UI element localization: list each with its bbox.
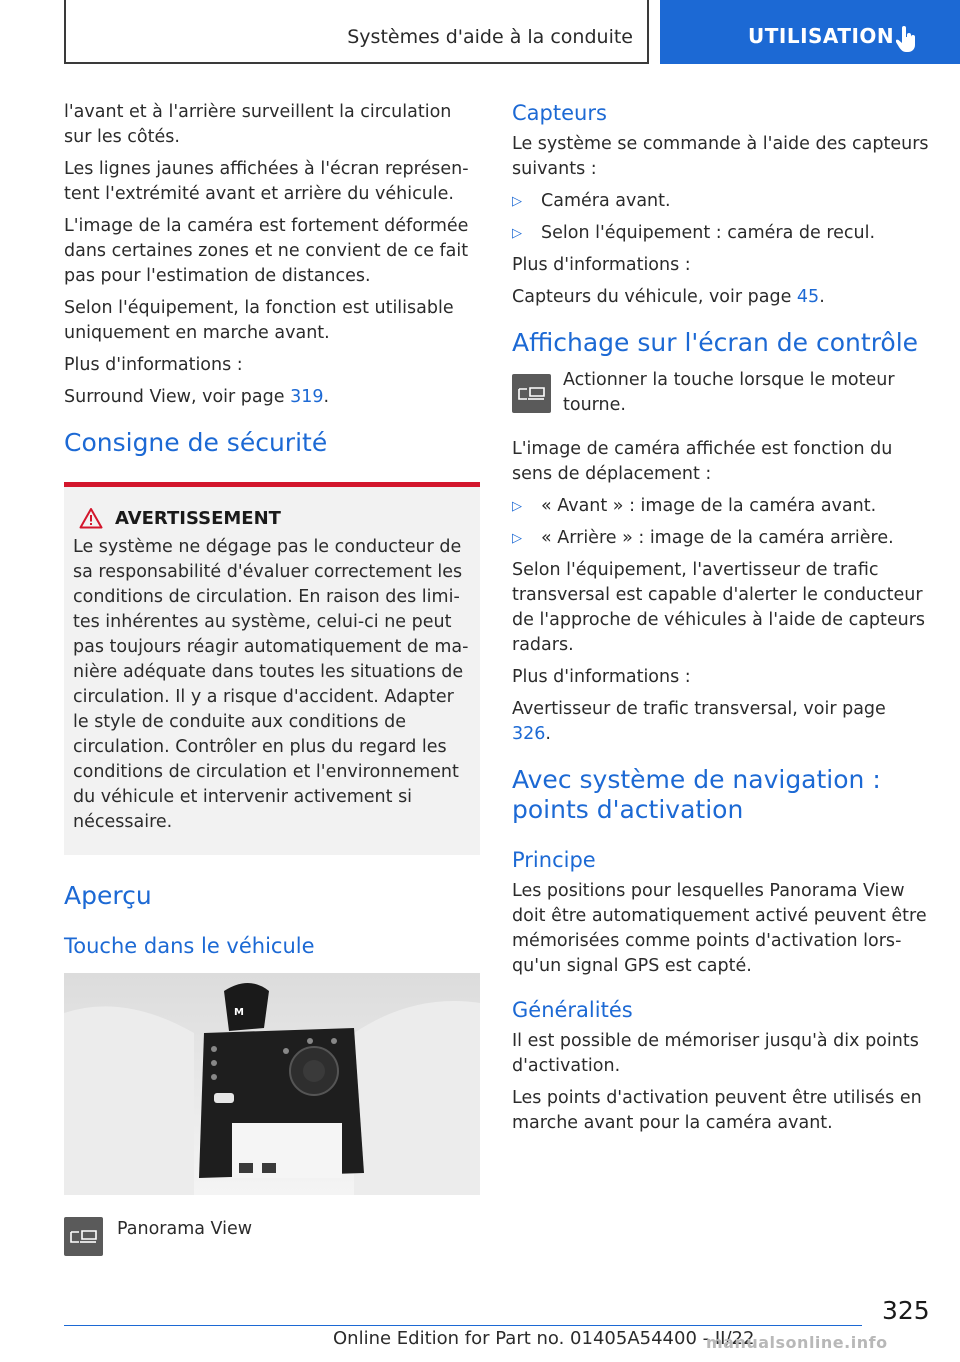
footer-divider <box>64 1325 862 1326</box>
panorama-view-button-row <box>64 1217 480 1256</box>
safety-heading: Consigne de sécurité <box>64 428 328 457</box>
sensors-heading: Capteurs <box>512 101 607 125</box>
page-link[interactable]: 326 <box>512 724 546 744</box>
list-item-text: « Arrière » : image de la caméra arrière. <box>541 528 894 548</box>
page-link[interactable]: 45 <box>796 287 820 307</box>
cross-reference-text: Avertisseur de trafic transversal, voir page <box>512 699 886 719</box>
warning-text: Le système ne dégage pas le conducteur de sa responsabilité d'évaluer correctement les conditions de circulation. En raison des limites inhérentes au système, celui-ci ne peut pas toujours réagir automatiquement de manière adéquate dans toutes les situations de circulation. Il y a risque d'accident. Adapter le style de conduite aux conditions de circulation. Contrôler en plus du regard les conditions de circulation et l'environnement du véhicule et intervenir activement si nécessaire. <box>73 537 469 832</box>
paragraph: Plus d'informations : <box>512 255 691 275</box>
list-item <box>512 221 930 246</box>
svg-text:M: M <box>234 1007 244 1018</box>
camera-view-glyph <box>518 385 546 403</box>
display-button-row <box>512 368 930 425</box>
list-item-text: « Avant » : image de la caméra avant. <box>541 496 877 516</box>
list-item <box>512 494 930 519</box>
cross-reference-end: . <box>323 387 330 407</box>
general-heading: Généralités <box>512 998 633 1022</box>
cross-reference-end: . <box>819 287 825 307</box>
list-item-text: Caméra avant. <box>541 191 671 211</box>
panorama-view-label: Panorama View <box>117 1219 253 1239</box>
bullet-triangle-icon: ▷ <box>512 499 522 514</box>
camera-view-icon[interactable] <box>64 1217 103 1256</box>
paragraph: L'image de la caméra est fortement déformée dans certaines zones et ne convient de ce fait pas pour l'estimation de distances. <box>64 216 469 286</box>
bullet-triangle-icon: ▷ <box>512 531 522 546</box>
cross-reference <box>512 697 930 747</box>
paragraph: Plus d'informations : <box>64 355 243 375</box>
cross-reference <box>512 285 930 310</box>
display-action-text: Actionner la touche lorsque le moteur tourne. <box>563 370 895 415</box>
paragraph: Les positions pour lesquelles Panorama View doit être automatiquement activé peuvent être mémorisées comme points d'activation lorsqu'un signal GPS est capté. <box>512 881 927 976</box>
button-heading: Touche dans le véhicule <box>64 934 315 958</box>
left-column <box>64 100 480 1256</box>
warning-box <box>64 482 480 855</box>
list-item-text: Selon l'équipement : caméra de recul. <box>541 223 876 243</box>
right-column <box>512 100 930 1143</box>
section-title: Systèmes d'aide à la conduite <box>347 26 633 48</box>
list-item <box>512 526 930 551</box>
paragraph: Le système se commande à l'aide des capteurs suivants : <box>512 134 929 179</box>
page-number: 325 <box>882 1296 930 1325</box>
camera-view-icon[interactable] <box>512 374 551 413</box>
list-item <box>512 189 930 214</box>
principle-heading: Principe <box>512 848 596 872</box>
bullet-triangle-icon: ▷ <box>512 194 522 209</box>
display-heading: Affichage sur l'écran de contrôle <box>512 328 919 357</box>
hand-pointer-icon <box>896 26 918 52</box>
warning-triangle-icon <box>79 507 103 529</box>
paragraph: Les points d'activation peuvent être utilisés en marche avant pour la caméra avant. <box>512 1088 922 1133</box>
cross-reference <box>64 385 480 410</box>
bullet-triangle-icon: ▷ <box>512 226 522 241</box>
header-chapter-box <box>660 0 960 64</box>
paragraph: L'image de caméra affichée est fonction du sens de déplacement : <box>512 439 893 484</box>
chapter-title: UTILISATION <box>748 24 895 48</box>
paragraph: Selon l'équipement, la fonction est utilisable uniquement en marche avant. <box>64 298 454 343</box>
cross-reference-text: Capteurs du véhicule, voir page <box>512 287 797 307</box>
cross-reference-text: Surround View, voir page <box>64 387 291 407</box>
center-console-illustration <box>64 973 480 1195</box>
warning-title: AVERTISSEMENT <box>115 507 281 529</box>
edition-text: Online Edition for Part no. 01405A54400 - II/22 <box>333 1328 755 1349</box>
watermark: manualsonline.info <box>706 1333 888 1352</box>
paragraph: l'avant et à l'arrière surveillent la circulation sur les côtés. <box>64 102 452 147</box>
header-section-box <box>64 0 649 64</box>
paragraph: Les lignes jaunes affichées à l'écran représentent l'extrémité avant et arrière du véhicule. <box>64 159 469 204</box>
page-link[interactable]: 319 <box>290 387 324 407</box>
center-console-photo <box>64 973 480 1195</box>
navigation-heading: Avec système de navigation : points d'activation <box>512 765 881 824</box>
paragraph: Il est possible de mémoriser jusqu'à dix points d'activation. <box>512 1031 919 1076</box>
warning-title-row <box>73 507 470 529</box>
paragraph: Plus d'informations : <box>512 667 691 687</box>
camera-view-glyph <box>70 1228 98 1246</box>
paragraph: Selon l'équipement, l'avertisseur de trafic transversal est capable d'alerter le conducteur de l'approche de véhicules à l'aide de capteurs radars. <box>512 560 926 655</box>
cross-reference-end: . <box>545 724 551 744</box>
overview-heading: Aperçu <box>64 881 152 910</box>
